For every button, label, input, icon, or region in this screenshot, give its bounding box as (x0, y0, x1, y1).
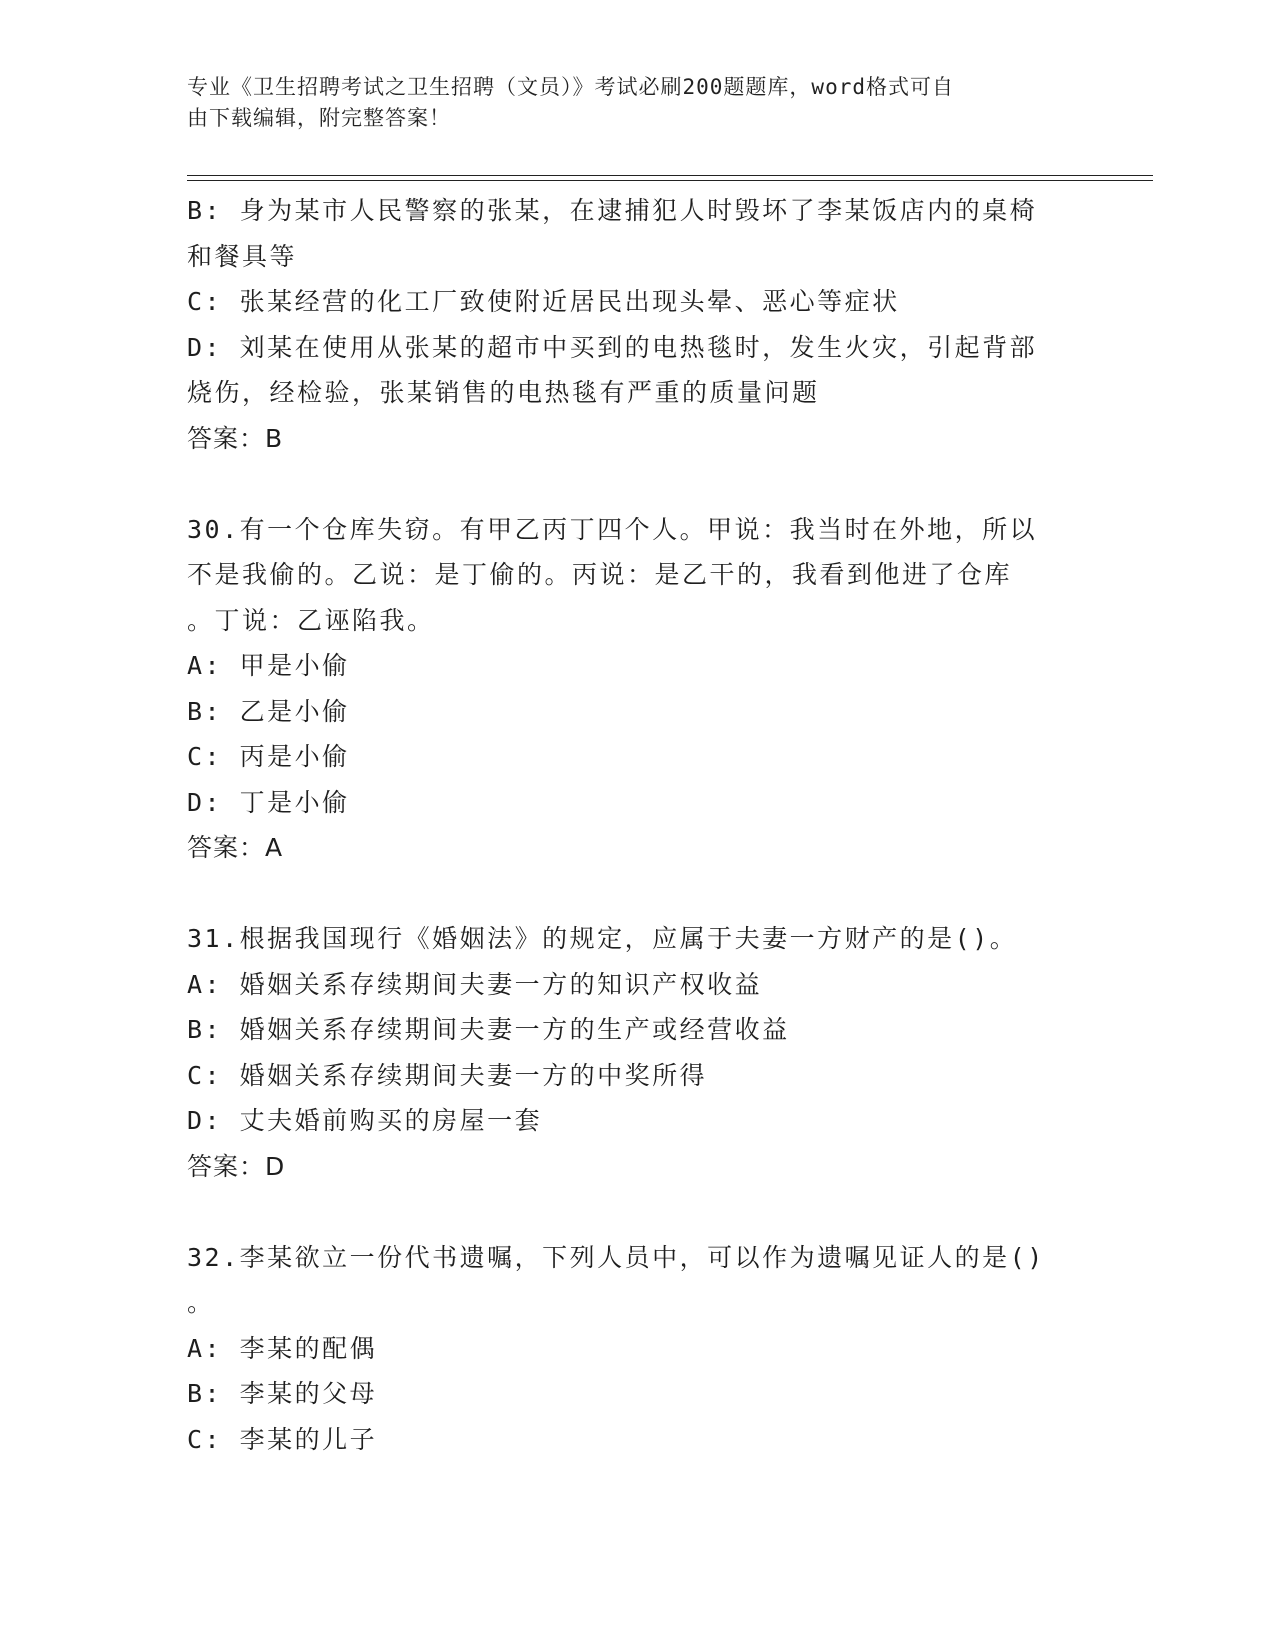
question-32-block (187, 1235, 1087, 1463)
q31-option-c: C: 婚姻关系存续期间夫妻一方的中奖所得 (187, 1060, 708, 1090)
header-line-2: 由下载编辑，附完整答案！ (187, 106, 451, 130)
spacer (187, 461, 1087, 507)
q29-option-c: C: 张某经营的化工厂致使附近居民出现头晕、恶心等症状 (187, 287, 900, 316)
q31-stem-line-1: 31.根据我国现行《婚姻法》的规定，应属于夫妻一方财产的是()。 (187, 924, 1018, 953)
header-divider-top (187, 175, 1153, 176)
q30-option-d: D: 丁是小偷 (187, 787, 350, 817)
q30-stem-line-3: 。丁说：乙诬陷我。 (187, 605, 435, 635)
q32-option-c: C: 李某的儿子 (187, 1424, 378, 1454)
q30-option-c: C: 丙是小偷 (187, 742, 350, 771)
q29-option-b-line-1: B: 身为某市人民警察的张某，在逮捕犯人时毁坏了李某饭店内的桌椅 (187, 196, 1038, 225)
q32-option-a: A: 李某的配偶 (187, 1333, 378, 1363)
q29-option-d-line-1: D: 刘某在使用从张某的超市中买到的电热毯时，发生火灾，引起背部 (187, 332, 1038, 362)
q31-option-a: A: 婚姻关系存续期间夫妻一方的知识产权收益 (187, 969, 763, 999)
q30-stem-line-1: 30.有一个仓库失窃。有甲乙丙丁四个人。甲说：我当时在外地，所以 (187, 514, 1038, 544)
q32-stem-line-1: 32.李某欲立一份代书遗嘱，下列人员中，可以作为遗嘱见证人的是() (187, 1242, 1045, 1272)
q32-stem-line-2: 。 (187, 1288, 215, 1317)
q30-option-a: A: 甲是小偷 (187, 651, 350, 680)
header-line-1: 专业《卫生招聘考试之卫生招聘（文员）》考试必刷200题题库，word格式可自 (187, 75, 954, 99)
q30-stem-line-2: 不是我偷的。乙说：是丁偷的。丙说：是乙干的，我看到他进了仓库 (187, 560, 1013, 589)
header-divider-bottom (187, 180, 1153, 181)
q31-option-b: B: 婚姻关系存续期间夫妻一方的生产或经营收益 (187, 1015, 790, 1044)
q29-answer: 答案：B (187, 423, 284, 453)
q29-option-d-line-2: 烧伤，经检验，张某销售的电热毯有严重的质量问题 (187, 378, 820, 407)
q31-answer: 答案：D (187, 1151, 286, 1181)
spacer (187, 1189, 1087, 1235)
question-30-block (187, 507, 1087, 871)
q29-option-b-line-2: 和餐具等 (187, 241, 298, 271)
q30-answer: 答案：A (187, 833, 284, 862)
question-31-block (187, 916, 1087, 1189)
q32-option-b: B: 李某的父母 (187, 1379, 378, 1408)
document-body (187, 188, 1087, 1462)
q31-option-d: D: 丈夫婚前购买的房屋一套 (187, 1106, 543, 1135)
q30-option-b: B: 乙是小偷 (187, 696, 350, 726)
question-29-block (187, 188, 1087, 461)
spacer (187, 871, 1087, 917)
document-header (187, 72, 1067, 134)
